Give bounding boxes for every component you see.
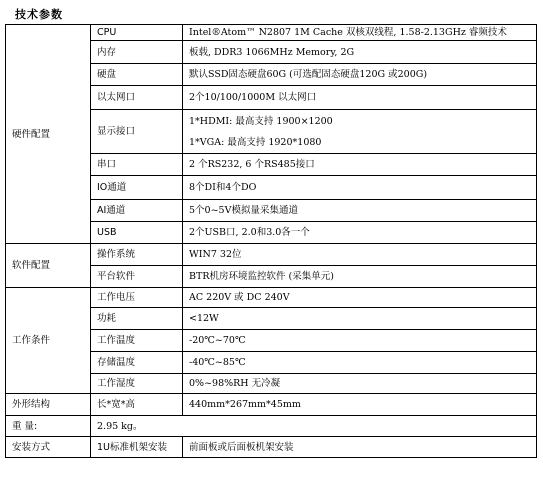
value-text: 1*VGA: 最高支持 1920*1080	[189, 136, 322, 148]
category-cell: 工作条件	[6, 288, 91, 394]
label-cell: 1U标准机架安装	[91, 437, 183, 458]
value-text: 2.95 kg。	[97, 420, 143, 432]
value-text: 前面板或后面板机架安装	[189, 441, 294, 453]
value-cell	[183, 437, 537, 458]
label-cell: 存储温度	[91, 352, 183, 374]
label-cell: 内存	[91, 41, 183, 64]
value-text: <12W	[189, 313, 219, 324]
label-cell: 工作电压	[91, 288, 183, 308]
category-cell: 外形结构	[6, 394, 91, 416]
label-cell: 操作系统	[91, 244, 183, 266]
value-cell	[183, 374, 537, 394]
value-text: 8个DI和4个DO	[189, 182, 257, 193]
value-cell	[183, 266, 537, 288]
value-cell	[183, 352, 537, 374]
value-cell	[183, 200, 537, 222]
value-cell	[183, 86, 537, 110]
spec-table	[5, 24, 537, 458]
table-row	[6, 288, 537, 308]
value-text: 1*HDMI: 最高支持 1900×1200	[189, 115, 333, 127]
value-cell	[183, 394, 537, 416]
page-title: 技术参数	[15, 8, 63, 21]
value-cell	[183, 41, 537, 64]
category-cell: 软件配置	[6, 244, 91, 288]
category-cell: 安装方式	[6, 437, 91, 458]
value-text: 2个USB口, 2.0和3.0各一个	[189, 227, 310, 238]
category-cell: 硬件配置	[6, 25, 91, 244]
label-cell: 功耗	[91, 308, 183, 330]
label-cell: 硬盘	[91, 64, 183, 86]
value-text: 440mm*267mm*45mm	[189, 399, 301, 410]
table-row	[6, 416, 537, 437]
label-cell: AI通道	[91, 200, 183, 222]
label-cell: 串口	[91, 154, 183, 176]
value-cell	[183, 330, 537, 352]
value-cell	[183, 64, 537, 86]
label-cell: CPU	[91, 25, 183, 41]
table-row	[6, 25, 537, 41]
value-text: 0%~98%RH 无冷凝	[189, 378, 281, 389]
value-cell	[183, 288, 537, 308]
value-text: Intel®Atom™ N2807 1M Cache 双核双线程, 1.58-2.13GHz 睿频技术	[189, 27, 507, 38]
value-text: 板载, DDR3 1066MHz Memory, 2G	[189, 46, 355, 58]
label-cell: USB	[91, 222, 183, 244]
value-text: AC 220V 或 DC 240V	[189, 292, 290, 303]
label-cell: IO通道	[91, 176, 183, 200]
label-cell: 平台软件	[91, 266, 183, 288]
value-cell	[183, 110, 537, 154]
label-cell: 长*宽*高	[91, 394, 183, 416]
value-text: 2个10/100/1000M 以太网口	[189, 92, 317, 103]
label-cell: 显示接口	[91, 110, 183, 154]
value-text: 5个0~5V模拟量采集通道	[189, 205, 298, 216]
value-cell	[183, 25, 537, 41]
label-cell: 以太网口	[91, 86, 183, 110]
label-cell: 工作温度	[91, 330, 183, 352]
value-text: -20℃~70℃	[189, 335, 246, 346]
label-cell: 工作湿度	[91, 374, 183, 394]
value-cell	[183, 244, 537, 266]
value-text: 2 个RS232, 6 个RS485接口	[189, 159, 315, 170]
value-cell	[183, 222, 537, 244]
value-cell	[183, 154, 537, 176]
value-text: BTR机房环境监控软件 (采集单元)	[189, 271, 334, 282]
value-text: WIN7 32位	[189, 249, 242, 260]
category-cell: 重 量:	[6, 416, 91, 437]
value-text: 默认SSD固态硬盘60G (可选配固态硬盘120G 或200G)	[189, 69, 428, 80]
table-row	[6, 394, 537, 416]
value-cell	[183, 176, 537, 200]
value-cell	[183, 308, 537, 330]
table-row	[6, 244, 537, 266]
table-row	[6, 437, 537, 458]
value-text: -40℃~85℃	[189, 357, 246, 368]
value-cell	[91, 416, 537, 437]
